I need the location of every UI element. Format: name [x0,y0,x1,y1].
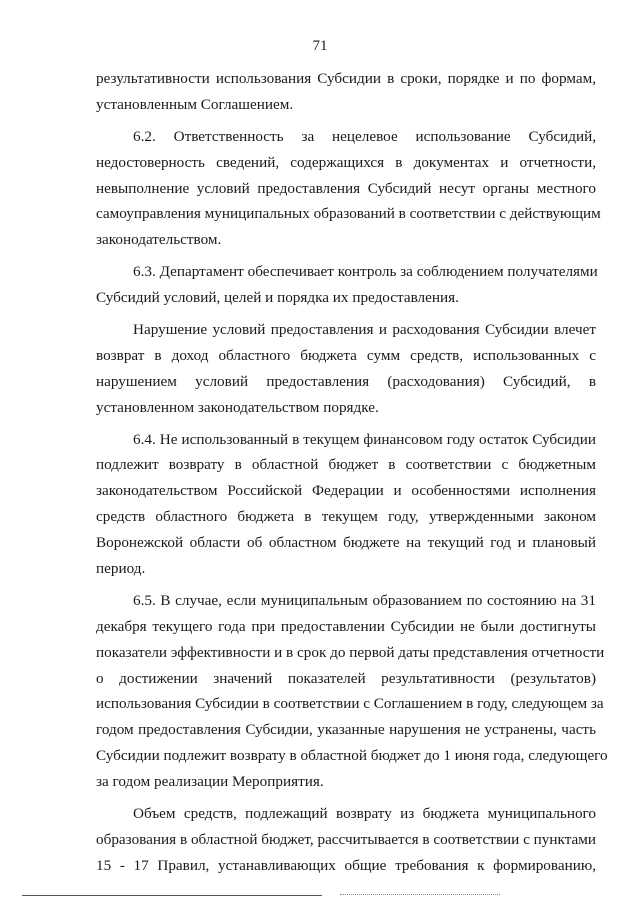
text-line: использования Субсидии в соответствии с Соглашением в году, следующем за [96,695,604,713]
text-line: недостоверность сведений, содержащихся в документах и отчетности, [96,153,596,171]
document-body [96,66,608,879]
text-line: нарушением условий предоставления (расходования) Субсидий, в [96,372,596,390]
text-line: установленном законодательством порядке. [96,398,379,416]
scan-edge-line [22,895,322,896]
text-line: период. [96,560,146,578]
text-line: законодательством. [96,231,222,249]
scan-edge-dots [340,894,500,895]
page-number: 71 [312,38,328,54]
text-line: декабря текущего года при предоставлении Субсидии не были достигнуты [96,617,596,635]
text-line: установленным Соглашением. [96,95,294,113]
text-line: результативности использования Субсидии в сроки, порядке и по формам, [96,70,596,87]
text-line: Субсидий условий, целей и порядка их предоставления. [96,289,459,307]
text-line: за годом реализации Мероприятия. [96,773,324,791]
text-line: образования в областной бюджет, рассчитывается в соответствии с пунктами [96,830,596,848]
text-line: 6.3. Департамент обеспечивает контроль за соблюдением получателями [133,263,598,281]
text-line: самоуправления муниципальных образований в соответствии с действующим [96,205,601,223]
text-line: Субсидии подлежит возврату в областной бюджет до 1 июня года, следующего [96,747,608,765]
text-line: законодательством Российской Федерации и особенностями исполнения [96,482,596,500]
text-line: Объем средств, подлежащий возврату из бюджета муниципального [133,805,596,823]
text-line: 6.4. Не использованный в текущем финансовом году остаток Субсидии [133,430,596,448]
text-line: средств областного бюджета в текущем году, утвержденными законом [96,508,596,526]
text-line: годом предоставления Субсидии, указанные нарушения не устранены, часть [96,721,596,739]
text-line: Нарушение условий предоставления и расходования Субсидии влечет [133,321,596,339]
text-line: 15 - 17 Правил, устанавливающих общие требования к формированию, [96,856,596,874]
text-line: возврат в доход областного бюджета сумм средств, использованных с [96,346,596,364]
text-line: показатели эффективности и в срок до первой даты представления отчетности [96,643,605,661]
text-line: о достижении значений показателей результативности (результатов) [96,669,596,687]
text-line: невыполнение условий предоставления Субсидий несут органы местного [96,179,596,197]
text-line: 6.2. Ответственность за нецелевое использование Субсидий, [133,127,596,145]
text-line: 6.5. В случае, если муниципальным образованием по состоянию на 31 [133,591,596,609]
text-line: подлежит возврату в областной бюджет в соответствии с бюджетным [96,456,596,474]
text-line: Воронежской области об областном бюджете на текущий год и плановый [96,534,596,552]
